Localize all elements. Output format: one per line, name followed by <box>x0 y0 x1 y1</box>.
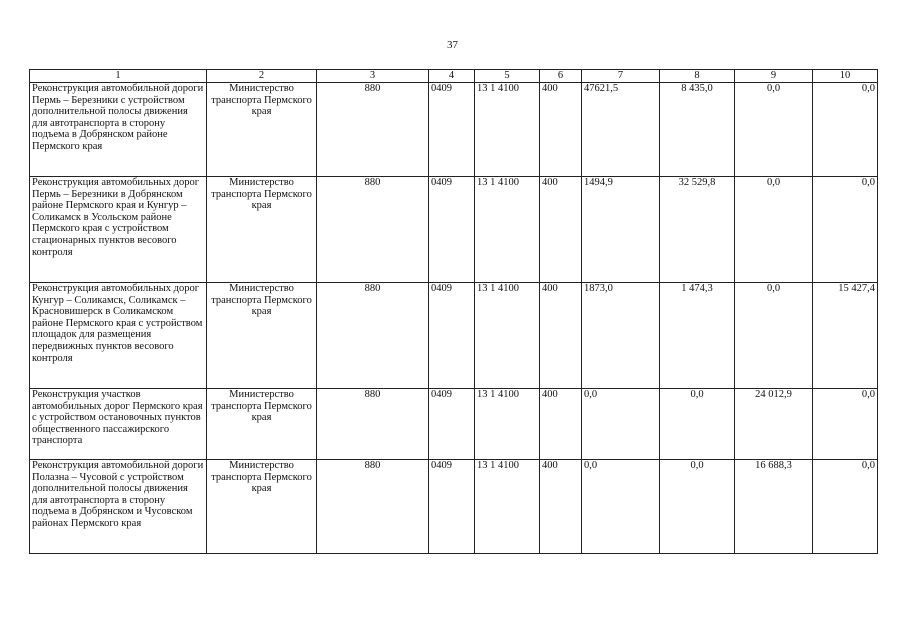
amount-cell: 0,0 <box>735 177 813 283</box>
project-name-cell: Реконструкция автомобильной дороги Полазна – Чусовой с устройством дополнительной полосы движения для автотранспорта в сторону подъема в Добрянском и Чусовском районах Пермского края <box>30 460 207 554</box>
amount-cell: 16 688,3 <box>735 460 813 554</box>
column-header: 8 <box>660 70 735 83</box>
amount-cell: 0,0 <box>813 460 878 554</box>
amount-cell: 1 474,3 <box>660 283 735 389</box>
project-name-cell: Реконструкция автомобильной дороги Пермь – Березники с устройством дополнительной полосы движения для автотранспорта в сторону подъема в Добрянском районе Пермского края <box>30 83 207 177</box>
amount-cell: 0,0 <box>813 177 878 283</box>
table-row <box>30 460 878 554</box>
expense-type-cell: 400 <box>540 283 582 389</box>
target-article-cell: 13 1 4100 <box>475 389 540 460</box>
header-row <box>30 70 878 83</box>
section-cell: 0409 <box>429 283 475 389</box>
column-header: 10 <box>813 70 878 83</box>
expense-type-cell: 400 <box>540 460 582 554</box>
budget-table <box>29 69 878 554</box>
table-row <box>30 283 878 389</box>
table-row <box>30 83 878 177</box>
table-row <box>30 389 878 460</box>
amount-cell: 32 529,8 <box>660 177 735 283</box>
section-cell: 0409 <box>429 460 475 554</box>
code-cell: 880 <box>317 83 429 177</box>
target-article-cell: 13 1 4100 <box>475 283 540 389</box>
amount-cell: 24 012,9 <box>735 389 813 460</box>
expense-type-cell: 400 <box>540 177 582 283</box>
amount-cell: 0,0 <box>582 460 660 554</box>
amount-cell: 15 427,4 <box>813 283 878 389</box>
organization-cell: Министерство транспорта Пермского края <box>207 283 317 389</box>
column-header: 9 <box>735 70 813 83</box>
target-article-cell: 13 1 4100 <box>475 460 540 554</box>
code-cell: 880 <box>317 460 429 554</box>
amount-cell: 1873,0 <box>582 283 660 389</box>
amount-cell: 0,0 <box>660 389 735 460</box>
expense-type-cell: 400 <box>540 83 582 177</box>
target-article-cell: 13 1 4100 <box>475 83 540 177</box>
section-cell: 0409 <box>429 83 475 177</box>
amount-cell: 0,0 <box>735 283 813 389</box>
column-header: 5 <box>475 70 540 83</box>
code-cell: 880 <box>317 389 429 460</box>
column-header: 2 <box>207 70 317 83</box>
amount-cell: 47621,5 <box>582 83 660 177</box>
amount-cell: 0,0 <box>660 460 735 554</box>
amount-cell: 8 435,0 <box>660 83 735 177</box>
amount-cell: 0,0 <box>813 389 878 460</box>
code-cell: 880 <box>317 177 429 283</box>
project-name-cell: Реконструкция автомобильных дорог Пермь – Березники в Добрянском районе Пермского края и Кунгур – Соликамск в Усольском районе Пермского края с устройством стационарных пунктов весового контроля <box>30 177 207 283</box>
project-name-cell: Реконструкция участков автомобильных дорог Пермского края с устройством остановочных пунктов общественного пассажирского транспорта <box>30 389 207 460</box>
column-header: 7 <box>582 70 660 83</box>
amount-cell: 0,0 <box>735 83 813 177</box>
organization-cell: Министерство транспорта Пермского края <box>207 389 317 460</box>
page-number: 37 <box>447 39 458 51</box>
organization-cell: Министерство транспорта Пермского края <box>207 460 317 554</box>
amount-cell: 1494,9 <box>582 177 660 283</box>
organization-cell: Министерство транспорта Пермского края <box>207 177 317 283</box>
expense-type-cell: 400 <box>540 389 582 460</box>
column-header: 1 <box>30 70 207 83</box>
amount-cell: 0,0 <box>813 83 878 177</box>
organization-cell: Министерство транспорта Пермского края <box>207 83 317 177</box>
section-cell: 0409 <box>429 177 475 283</box>
column-header: 6 <box>540 70 582 83</box>
table-row <box>30 177 878 283</box>
code-cell: 880 <box>317 283 429 389</box>
project-name-cell: Реконструкция автомобильных дорог Кунгур – Соликамск, Соликамск – Красновишерск в Соликамском районе Пермского края с устройством площадок для размещения передвижных пунктов весового контроля <box>30 283 207 389</box>
target-article-cell: 13 1 4100 <box>475 177 540 283</box>
column-header: 3 <box>317 70 429 83</box>
column-header: 4 <box>429 70 475 83</box>
section-cell: 0409 <box>429 389 475 460</box>
amount-cell: 0,0 <box>582 389 660 460</box>
